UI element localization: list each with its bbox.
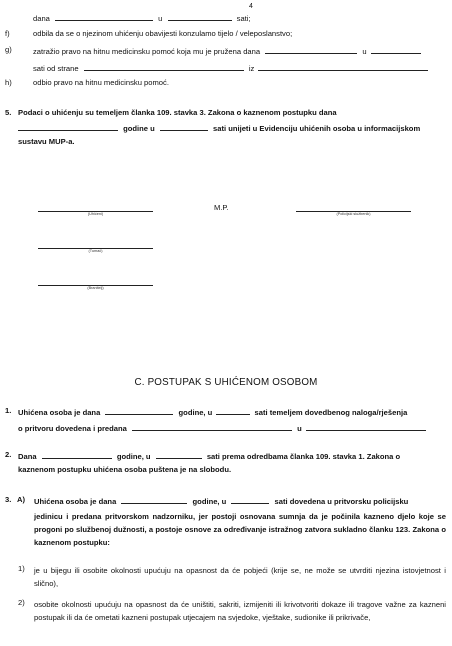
item-g-text-b: sati od strane: [33, 64, 79, 73]
c2-text-a: Dana: [18, 452, 37, 461]
c1-text-d: o pritvoru dovedena i predana: [18, 424, 127, 433]
c2-mark: 2.: [5, 450, 12, 459]
item-g-date-field[interactable]: [265, 45, 357, 54]
c1-text-a: Uhićena osoba je dana: [18, 408, 101, 417]
c1-line2: [18, 422, 426, 433]
time-field[interactable]: [168, 12, 232, 21]
u-label: u: [158, 14, 163, 23]
signature-label-tumac: (Tumač): [88, 249, 103, 253]
c3-item-1-text: je u bijegu ili osobite okolnosti upućuju na opasnost da će pobjeći (krije se, ne može se utvrditi njezina istovjetnost i slično),: [34, 566, 446, 588]
c3-text-b: godine, u: [192, 497, 227, 506]
section5-time-field[interactable]: [160, 122, 208, 131]
item-g-u: u: [362, 47, 367, 56]
c1-time-field[interactable]: [216, 406, 250, 415]
section5-text-b: sati unijeti u Evidenciju uhićenih osoba u informacijskom: [213, 124, 421, 133]
section5-line3: sustavu MUP-a.: [18, 137, 75, 146]
c3-item-2-mark: 2): [18, 598, 25, 607]
top-fragment: [33, 12, 251, 23]
c3-mark: 3.: [5, 495, 12, 504]
c1-text-c: sati temeljem dovedbenog naloga/rješenja: [254, 408, 408, 417]
c2-text-c: sati prema odredbama članka 109. stavka 1. Zakona o: [206, 452, 401, 461]
item-f-mark: f): [5, 29, 10, 38]
c2-text-b: godine, u: [116, 452, 151, 461]
c3-sub-mark: A): [17, 495, 26, 504]
c2-time-field[interactable]: [156, 450, 202, 459]
item-g-line2: [33, 62, 428, 73]
section-c-title: C. POSTUPAK S UHIĆENOM OSOBOM: [134, 377, 318, 388]
c3-text-c: sati dovedena u pritvorsku policijsku: [274, 497, 409, 506]
c3-date-field[interactable]: [121, 495, 187, 504]
c3-item-1-mark: 1): [18, 564, 25, 573]
item-g-text-a: zatražio pravo na hitnu medicinsku pomoć koja mu je pružena dana: [33, 47, 261, 56]
c3-time-field[interactable]: [231, 495, 269, 504]
c1-mark: 1.: [5, 406, 12, 415]
section5-date-field[interactable]: [18, 122, 118, 131]
c3-text-a: Uhićena osoba je dana: [34, 497, 117, 506]
item-g-who-field[interactable]: [84, 62, 244, 71]
c1-date-field[interactable]: [105, 406, 173, 415]
c1-u-field[interactable]: [306, 422, 426, 431]
c3-rest: jedinicu i predana pritvorskom nadzorniku, jer postoji osnovana sumnja da je počinila kazneno djelo koje se progoni po službenoj dužnosti, a postoje osnove za određivanje istražnog zatvora sukladno članku 123. Zakona o kaznenom postupku:: [34, 512, 446, 547]
signature-label-uhiceni: (Uhićeni): [87, 212, 104, 216]
sati-label: sati;: [236, 14, 251, 23]
date-field[interactable]: [55, 12, 153, 21]
item-h-mark: h): [5, 78, 12, 87]
section5-text-a: godine u: [123, 124, 155, 133]
c3-line1: [34, 495, 408, 506]
section5-mark: 5.: [5, 108, 12, 117]
signature-label-branitelj: (Branitelj): [87, 286, 104, 290]
page-number: 4: [249, 3, 253, 10]
signature-label-policijski: (Policijski službenik): [336, 212, 371, 216]
c1-text-b: godine, u: [178, 408, 213, 417]
item-g-u-field[interactable]: [371, 45, 421, 54]
c1-line1: [18, 406, 407, 417]
item-h-text: odbio pravo na hitnu medicinsku pomoć.: [33, 78, 169, 87]
c1-text-e: u: [297, 424, 302, 433]
item-g-mark: g): [5, 45, 12, 54]
c1-recipient-field[interactable]: [132, 422, 292, 431]
c2-line1: [18, 450, 400, 461]
c2-date-field[interactable]: [42, 450, 112, 459]
dana-label: dana: [33, 14, 50, 23]
item-f-text: odbila da se o njezinom uhićenju obavijesti konzulamo tijelo / veleposlanstvo;: [33, 29, 293, 38]
item-g-iz: iz: [248, 64, 255, 73]
item-g-line1: [33, 45, 421, 56]
item-g-from-field[interactable]: [258, 62, 428, 71]
section5-line1: Podaci o uhićenju su temeljem članka 109. stavka 3. Zakona o kaznenom postupku dana: [18, 108, 337, 117]
c2-line2: kaznenom postupku uhićena osoba puštena je na slobodu.: [18, 465, 232, 474]
mp-stamp-label: M.P.: [214, 203, 229, 212]
c3-item-2-text: osobite okolnosti upućuju na opasnost da će uništiti, sakriti, izmijeniti ili krivotvoriti dokaze ili tragove važne za kazneni postupak ili da će ometati kazneni postupak utjecajem na svjedoke, vještake, sudionike ili prikrivače,: [34, 600, 446, 622]
section5-line2: [18, 122, 420, 133]
